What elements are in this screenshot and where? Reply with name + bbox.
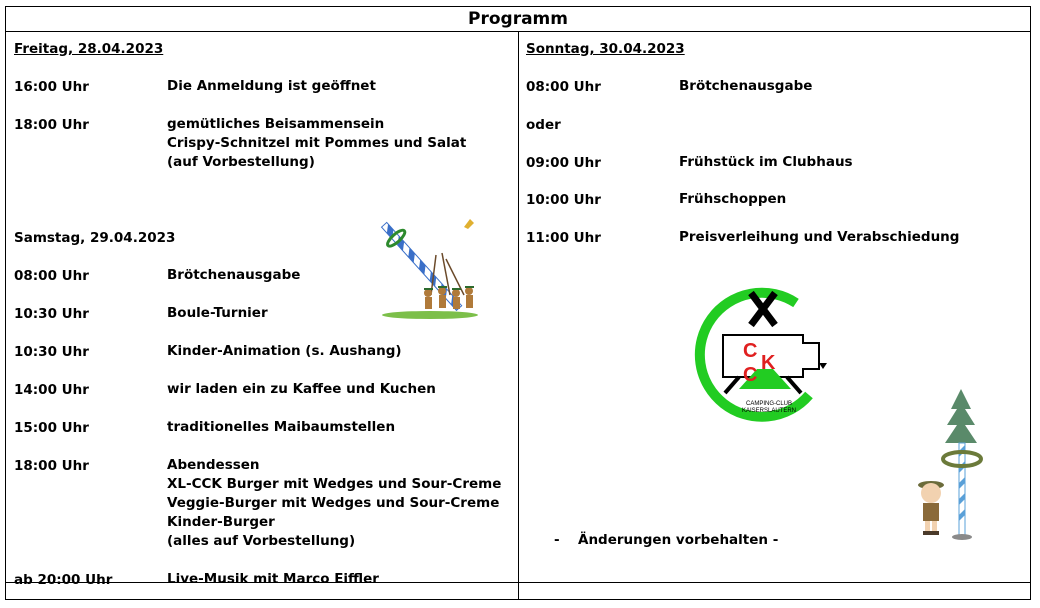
notice-dash: - [554,532,560,548]
camping-club-logo [691,285,831,425]
event-time: 18:00 Uhr [14,458,89,474]
event-time: 16:00 Uhr [14,79,89,95]
event-time: 14:00 Uhr [14,382,89,398]
event-time: 09:00 Uhr [526,155,601,171]
logo-letter-k: K [761,352,776,374]
event-time: 08:00 Uhr [14,268,89,284]
event-description: wir laden ein zu Kaffee und Kuchen [167,381,436,397]
event-time: 10:30 Uhr [14,306,89,322]
event-description: traditionelles Maibaumstellen [167,419,396,435]
event-description: gemütliches Beisammensein Crispy-Schnitzel mit Pommes und Salat (auf Vorbestellung) [167,116,467,170]
maypole-raising-illustration [376,215,484,321]
day-heading-saturday: Samstag, 29.04.2023 [14,230,176,246]
event-time: 11:00 Uhr [526,230,601,246]
event-description: Frühstück im Clubhaus [679,154,853,170]
program-table [5,6,1031,600]
event-time: 18:00 Uhr [14,117,89,133]
notice-changes-reserved: Änderungen vorbehalten - [578,532,779,548]
logo-letter-c-top: C [743,340,758,362]
event-time: 08:00 Uhr [526,79,601,95]
event-time: 10:00 Uhr [526,192,601,208]
day-heading-friday: Freitag, 28.04.2023 [14,41,164,57]
event-description: Die Anmeldung ist geöffnet [167,78,376,94]
day-heading-sunday: Sonntag, 30.04.2023 [526,41,685,57]
event-description: Brötchenausgabe [679,78,813,94]
logo-letter-c-bottom: C [743,364,758,386]
footer-row-line [6,582,1030,583]
logo-subtitle-2: KAISERSLAUTERN [741,408,797,414]
maypole-boy-illustration [901,387,986,542]
event-description: Frühschoppen [679,191,787,207]
logo-subtitle-1: CAMPING-CLUB [745,401,793,407]
event-description: Abendessen XL-CCK Burger mit Wedges und Sour-Creme Veggie-Burger mit Wedges und Sour-Creme Kinder-Burger (alles auf Vorbestellung) [167,457,502,549]
program-title: Programm [6,7,1030,32]
event-time: 10:30 Uhr [14,344,89,360]
event-description: Kinder-Animation (s. Aushang) [167,343,402,359]
event-connector: oder [526,117,561,133]
event-description: Brötchenausgabe [167,267,301,283]
column-divider [518,32,519,599]
event-time: 15:00 Uhr [14,420,89,436]
event-time: ab 20:00 Uhr [14,572,113,588]
event-description: Preisverleihung und Verabschiedung [679,229,960,245]
event-description: Boule-Turnier [167,305,268,321]
event-description: Live-Musik mit Marco Eiffler [167,571,379,587]
